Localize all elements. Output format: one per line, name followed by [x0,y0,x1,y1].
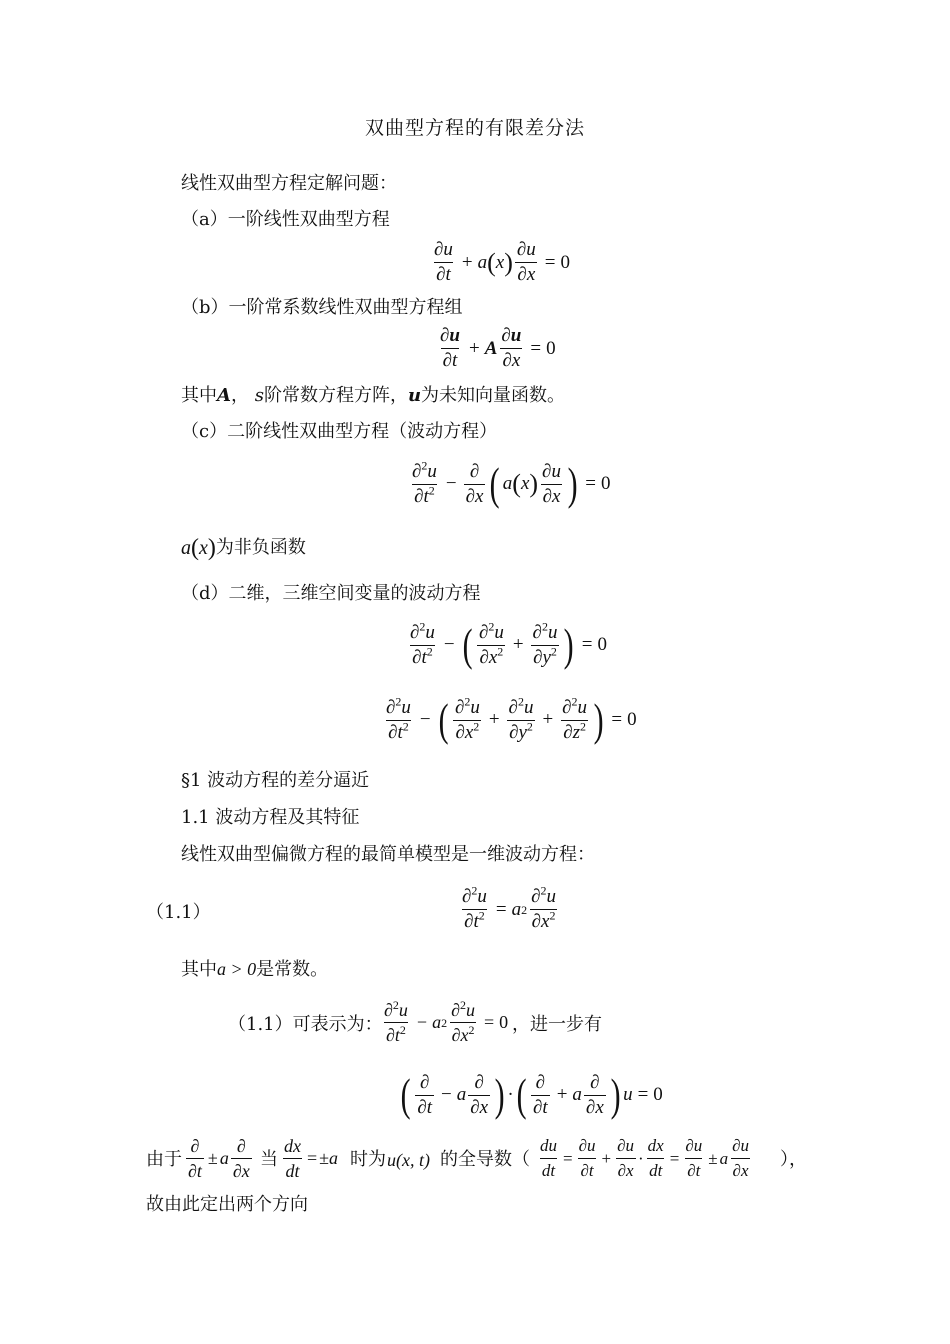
section-heading: §1 波动方程的差分逼近 [181,770,370,791]
paragraph-factor-end: ，进一步有 [512,1014,602,1035]
fraction: $\frac{\partial}{\partial x}$ [470,1071,489,1118]
fraction: $\frac{\partial^2u}{\partial t^2}$ [384,998,408,1045]
subsection-heading: 1.1 波动方程及其特征 [181,807,360,828]
equation-wave-variable: $\frac{\partial^2u}{\partial t^2}$ − $\frac{\partial}{\partial x}$ ( a ( x ) $\frac{\partial u}{\partial x}$ ) = 0 [412,458,611,509]
fraction: $\frac{\partial^2u}{\partial x^2}$ [531,883,556,932]
fraction: $\frac{\partial u}{\partial x}$ [516,239,536,285]
fraction: $\frac{\partial}{\partial x}$ [585,1071,604,1118]
equation-wave-2d: $\frac{\partial^2u}{\partial t^2}$ − ( $\frac{\partial^2u}{\partial x^2}$ + $\frac{\partial^2u}{\partial y^2}$ ) = 0 [410,619,607,670]
item-b-heading: （b）一阶常系数线性双曲型方程组 [181,297,463,318]
fraction: $\frac{\partial}{\partial t}$ [188,1136,202,1181]
fraction: $\frac{\partial u}{\partial t}$ [685,1136,703,1180]
fraction: $\frac{\partial^2u}{\partial x^2}$ [451,998,475,1045]
paragraph-constant: 其中a > 0是常数。 [181,959,329,980]
paragraph-when: 当 [260,1149,278,1170]
inline-function: u(x, t) [387,1150,430,1170]
paragraph-factor: （1.1）可表示为： [228,1014,383,1035]
equation-label: （1.1） [146,902,211,923]
fraction: $\frac{dx}{dt}$ [647,1136,664,1180]
fraction: $\frac{\partial}{\partial x}$ [465,460,484,507]
intro-text: 线性双曲型方程定解问题： [181,173,397,194]
equation-1-1: $\frac{\partial^2u}{\partial t^2}$ = a 2 $\frac{\partial^2u}{\partial x^2}$ [462,883,556,932]
fraction: $\frac{\partial^2u}{\partial t^2}$ [462,883,487,932]
fraction: $\frac{\partial^2u}{\partial t^2}$ [412,458,437,507]
fraction: $\frac{\partial^2u}{\partial y^2}$ [508,694,534,743]
paragraph-close: ）， [780,1149,807,1170]
paragraph-then: 时为 [350,1149,386,1170]
inline-operator: $\frac{\partial}{\partial t}$ ± a $\frac{\partial}{\partial x}$ [188,1136,250,1181]
item-d-heading: （d）二维，三维空间变量的波动方程 [181,583,481,604]
fraction: $\frac{\partial u}{\partial t}$ [434,239,453,285]
fraction: $\frac{\partial^2u}{\partial t^2}$ [386,694,411,743]
fraction: $\frac{\partial u}{\partial x}$ [542,460,561,507]
fraction: $\frac{\partial^2u}{\partial z^2}$ [562,694,588,743]
fraction: $\frac{\partial^2u}{\partial t^2}$ [410,619,435,668]
fraction: $\frac{\partial}{\partial t}$ [533,1071,548,1118]
fraction: $\frac{\partial u}{\partial t}$ [440,325,460,371]
equation-system: $\frac{\partial u}{\partial t}$ + A $\frac{\partial u}{\partial x}$ = 0 [440,325,556,371]
fraction: $\frac{dx}{dt}$ [284,1136,301,1181]
equation-wave-3d: $\frac{\partial^2u}{\partial t^2}$ − ( $\frac{\partial^2u}{\partial x^2}$ + $\frac{\partial^2u}{\partial y^2}$ + $\frac{\partial^2u}{\partial z^2}$ ) = 0 [386,694,637,745]
inline-total-derivative: $\frac{du}{dt}$ = $\frac{\partial u}{\partial t}$ + $\frac{\partial u}{\partial x}$ · $\frac{dx}{dt}$ = $\frac{\partial u}{\partial t}$ ± a $\frac{\partial u}{\partial x}$ [540,1136,749,1180]
item-b-note: 其中A， s阶常数方程方阵，u为未知向量函数。 [181,385,566,406]
fraction: $\frac{\partial}{\partial t}$ [417,1071,432,1118]
fraction: $\frac{\partial u}{\partial x}$ [617,1136,634,1180]
fraction: $\frac{\partial^2u}{\partial x^2}$ [454,694,480,743]
fraction: $\frac{\partial^2u}{\partial y^2}$ [532,619,558,668]
equation-factor-form: $\frac{\partial^2u}{\partial t^2}$ − a 2 $\frac{\partial^2u}{\partial x^2}$ = 0 [384,998,509,1045]
fraction: $\frac{du}{dt}$ [540,1136,557,1180]
fraction: $\frac{\partial u}{\partial t}$ [578,1136,596,1180]
paragraph-since: 由于 [146,1149,182,1170]
fraction: $\frac{\partial}{\partial x}$ [232,1136,250,1181]
equation-first-order: $\frac{\partial u}{\partial t}$ + a ( x ) $\frac{\partial u}{\partial x}$ = 0 [434,239,570,285]
paragraph-directions: 故由此定出两个方向 [146,1194,308,1215]
fraction: $\frac{\partial u}{\partial x}$ [732,1136,749,1180]
fraction: $\frac{\partial u}{\partial x}$ [501,325,522,371]
paragraph-model: 线性双曲型偏微方程的最简单模型是一维波动方程： [181,844,595,865]
paragraph-total-derivative: 的全导数（ [440,1149,530,1170]
item-c-heading: （c）二阶线性双曲型方程（波动方程） [181,421,498,442]
item-c-note: a ( x ) 为非负函数 [181,535,306,561]
item-a-heading: （a）一阶线性双曲型方程 [181,209,390,230]
inline-characteristic: $\frac{dx}{dt}$ = ± a [284,1136,339,1181]
page-title: 双曲型方程的有限差分法 [364,117,585,139]
equation-operator-product: ( $\frac{\partial}{\partial t}$ − a $\frac{\partial}{\partial x}$ ) · ( $\frac{\partial}{\partial t}$ + a $\frac{\partial}{\partial x}$ ) u = 0 [400,1069,663,1120]
fraction: $\frac{\partial^2u}{\partial x^2}$ [478,619,504,668]
